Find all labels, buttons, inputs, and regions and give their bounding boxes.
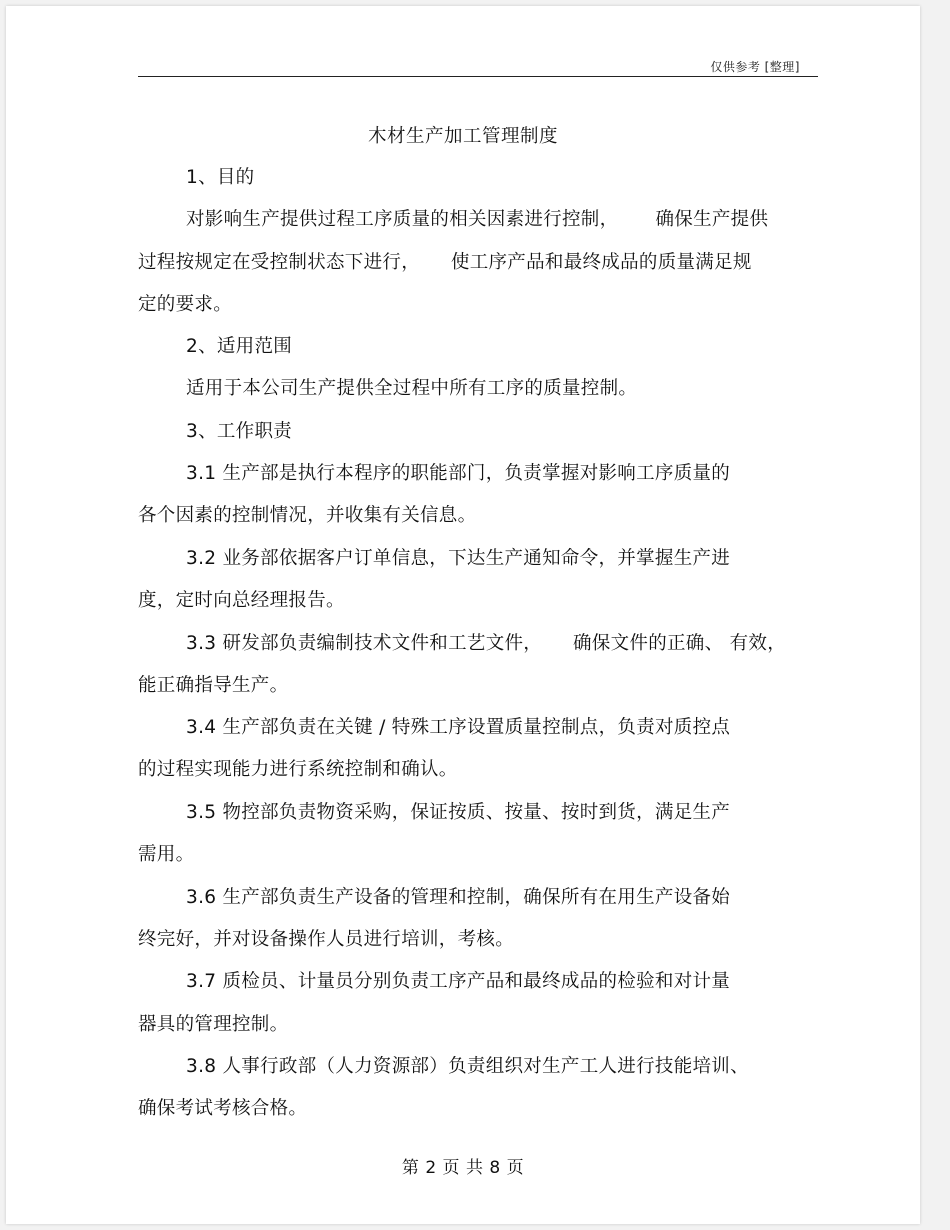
- section-heading: 2、适用范围: [186, 336, 293, 357]
- paragraph-line: 终完好，并对设备操作人员进行培训，考核。: [138, 929, 515, 950]
- paragraph-line: 3.4 生产部负责在关键 / 特殊工序设置质量控制点，负责对质控点: [186, 717, 731, 738]
- paragraph-line: 3.6 生产部负责生产设备的管理和控制，确保所有在用生产设备始: [186, 887, 731, 908]
- paragraph-line: 3.3 研发部负责编制技术文件和工艺文件， 确保文件的正确、 有效，: [186, 633, 786, 654]
- header-note: 仅供参考 [整理]: [710, 60, 800, 74]
- paragraph-line: 定的要求。: [138, 294, 233, 315]
- document-page: [6, 6, 920, 1224]
- paragraph-line: 过程按规定在受控制状态下进行， 使工序产品和最终成品的质量满足规: [138, 252, 752, 273]
- paragraph-line: 3.1 生产部是执行本程序的职能部门，负责掌握对影响工序质量的: [186, 463, 731, 484]
- paragraph-line: 器具的管理控制。: [138, 1014, 289, 1035]
- paragraph-line: 需用。: [138, 844, 195, 865]
- paragraph-line: 3.7 质检员、计量员分别负责工序产品和最终成品的检验和对计量: [186, 971, 731, 992]
- paragraph-line: 对影响生产提供过程工序质量的相关因素进行控制， 确保生产提供: [186, 209, 769, 230]
- paragraph-line: 确保考试考核合格。: [138, 1098, 308, 1119]
- page-number-footer: 第 2 页 共 8 页: [401, 1158, 525, 1178]
- paragraph-line: 各个因素的控制情况，并收集有关信息。: [138, 505, 477, 526]
- paragraph-line: 度，定时向总经理报告。: [138, 590, 345, 611]
- section-heading: 1、目的: [186, 167, 255, 188]
- section-heading: 3、工作职责: [186, 421, 293, 442]
- paragraph-line: 适用于本公司生产提供全过程中所有工序的质量控制。: [186, 378, 638, 399]
- paragraph-line: 3.8 人事行政部（人力资源部）负责组织对生产工人进行技能培训、: [186, 1056, 749, 1077]
- paragraph-line: 3.5 物控部负责物资采购，保证按质、按量、按时到货，满足生产: [186, 802, 731, 823]
- paragraph-line: 能正确指导生产。: [138, 675, 289, 696]
- header-divider: [138, 76, 818, 77]
- document-title: 木材生产加工管理制度: [367, 126, 558, 147]
- paragraph-line: 的过程实现能力进行系统控制和确认。: [138, 759, 458, 780]
- paragraph-line: 3.2 业务部依据客户订单信息，下达生产通知命令，并掌握生产进: [186, 548, 731, 569]
